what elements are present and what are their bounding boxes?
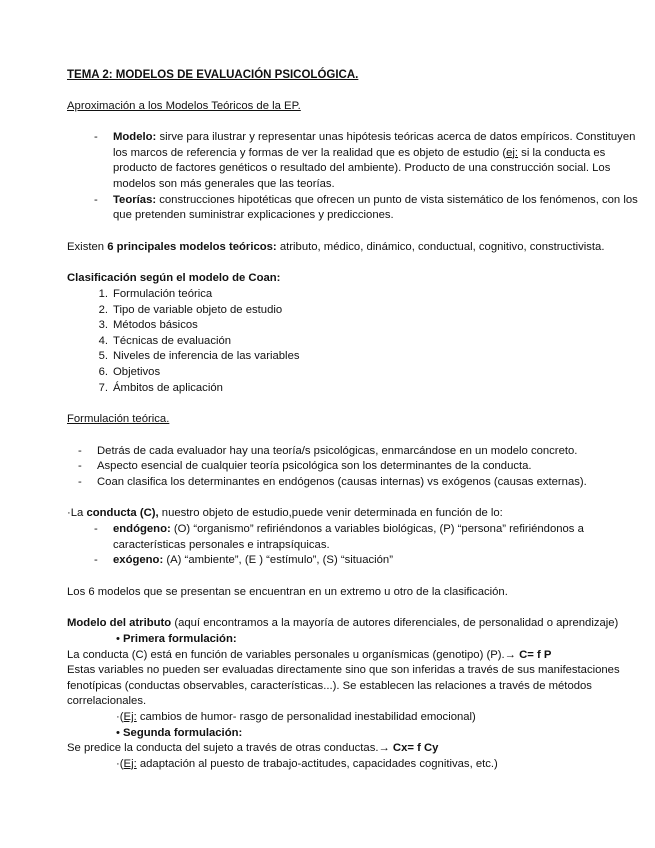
list-item: 7. Ámbitos de aplicación: [98, 381, 223, 394]
list-item-exogeno: - exógeno: (A) “ambiente”, (E ) “estímulo”, (S) “situación”: [94, 554, 393, 567]
list-item-endogeno: - endógeno: (O) “organismo” refiriéndonos a variables biológicas, (P) “persona” refiriéndonos a características personales e intrapsíquicas.: [94, 523, 584, 551]
document-page: [67, 68, 652, 772]
example-1: ·(Ej: cambios de humor- rasgo de personalidad inestabilidad emocional): [116, 711, 476, 723]
definition-item-teorias: - Teorías: construcciones hipotéticas que ofrecen un punto de vista sistemático de los fenómenos, con los que pretenden suministrar explicaciones y predicciones.: [94, 193, 638, 222]
definition-text-cont: si la conducta es producto de factores genéticos o resultado del ambiente). Producto de una construcción social. Los modelos son más generales que las teorías.: [113, 146, 611, 190]
list-item: 6. Objetivos: [98, 365, 161, 378]
estas-variables-paragraph: Estas variables no pueden ser evaluadas directamente sino que son inferidas a través de sus manifestaciones fenotípicas (conductas observables, características...). Se establecen las relaciones a través de métodos correlacionales.: [67, 664, 620, 708]
formulacion-heading: Formulación teórica.: [67, 413, 170, 426]
coan-list: [67, 287, 652, 396]
segunda-formulacion-text: Se predice la conducta del sujeto a través de otras conductas.→ Cx= f Cy: [67, 742, 439, 755]
definition-text: sirve para ilustrar y representar unas hipótesis teóricas acerca de datos empíricos. Constituyen los marcos de referencia y formas de ver la realidad que es objeto de estudio (: [113, 131, 636, 159]
list-item: - Coan clasifica los determinantes en endógenos (causas internas) vs exógenos (causas externas).: [78, 475, 587, 488]
definitions-list: [67, 130, 652, 224]
example-2: ·(Ej: adaptación al puesto de trabajo-actitudes, capacidades cognitivas, etc.): [116, 757, 498, 770]
atributo-paragraph: Modelo del atributo (aquí encontramos a la mayoría de autores diferenciales, de personalidad o aprendizaje): [67, 617, 619, 630]
definition-item-modelo: - Modelo: sirve para ilustrar y representar unas hipótesis teóricas acerca de datos empíricos. Constituyen los marcos de referencia y formas de ver la realidad que es objeto de estudio (ej: si la conducta es producto de factores genéticos o resultado del ambiente). Producto de una construcción social. Los modelos son más generales que las teorías.: [94, 131, 636, 190]
list-item: 5. Niveles de inferencia de las variables: [98, 350, 300, 363]
example-marker: ej:: [506, 146, 519, 159]
list-item: 4. Técnicas de evaluación: [98, 334, 232, 347]
definition-text: construcciones hipotéticas que ofrecen un punto de vista sistemático de los fenómenos, con los que pretenden suministrar explicaciones y predicciones.: [113, 193, 638, 222]
seis-modelos-paragraph: Los 6 modelos que se presentan se encuentran en un extremo u otro de la clasificación.: [67, 585, 508, 598]
conducta-list: [67, 522, 652, 569]
section-subtitle: Aproximación a los Modelos Teóricos de la EP.: [67, 99, 301, 112]
existen-paragraph: Existen 6 principales modelos teóricos: atributo, médico, dinámico, conductual, cognitivo, constructivista.: [67, 240, 605, 253]
list-item: 1. Formulación teórica: [98, 287, 213, 300]
segunda-formulacion-label: • Segunda formulación:: [116, 726, 243, 739]
coan-heading: Clasificación según el modelo de Coan:: [67, 272, 281, 285]
list-item: - Aspecto esencial de cualquier teoría psicológica son los determinantes de la conducta.: [78, 460, 532, 473]
primera-formulacion-text: La conducta (C) está en función de variables personales u organísmicas (genotipo) (P).→ C= f P: [67, 648, 552, 661]
conducta-paragraph: ·La conducta (C), nuestro objeto de estudio,puede venir determinada en función de lo:: [67, 507, 503, 520]
list-item: - Detrás de cada evaluador hay una teoría/s psicológicas, enmarcándose en un modelo concreto.: [78, 444, 578, 457]
formulacion-list: [67, 444, 652, 491]
list-item: 2. Tipo de variable objeto de estudio: [98, 303, 283, 316]
list-item: 3. Métodos básicos: [98, 319, 198, 332]
definition-term: Modelo:: [113, 131, 157, 144]
document-title: TEMA 2: MODELOS DE EVALUACIÓN PSICOLÓGICA.: [67, 69, 359, 81]
definition-term: Teorías:: [113, 193, 157, 206]
primera-formulacion-label: • Primera formulación:: [116, 633, 237, 646]
